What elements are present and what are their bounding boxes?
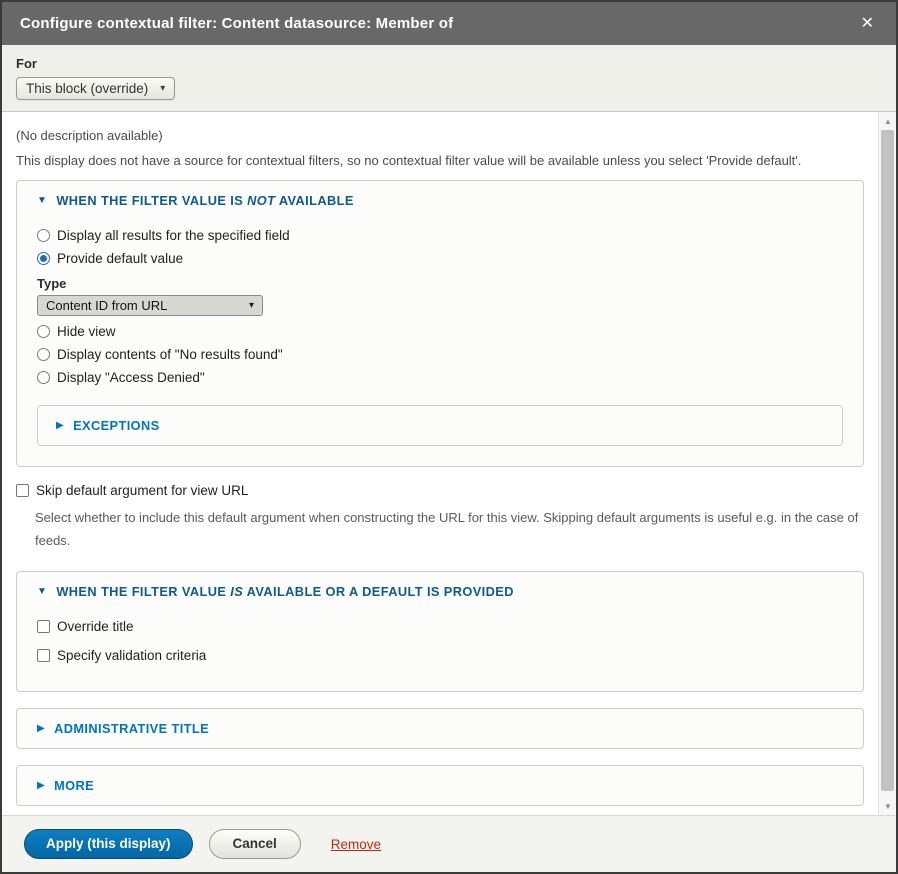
checkbox-skip-default-argument[interactable] bbox=[16, 483, 248, 498]
checkbox-icon bbox=[37, 649, 50, 662]
fieldset-not-available bbox=[16, 180, 864, 467]
type-label: Type bbox=[37, 276, 67, 291]
type-select-value: Content ID from URL bbox=[46, 298, 168, 313]
triangle-right-icon: ▶ bbox=[56, 420, 65, 431]
radio-provide-default-value[interactable] bbox=[37, 251, 183, 266]
checkbox-override-title[interactable] bbox=[37, 619, 134, 634]
fieldset-exceptions bbox=[37, 405, 843, 446]
fieldset-is-available-title: WHEN THE FILTER VALUE IS AVAILABLE OR A DEFAULT IS PROVIDED bbox=[56, 583, 514, 599]
radio-label: Provide default value bbox=[57, 251, 184, 266]
modal-title: Configure contextual filter: Content datasource: Member of bbox=[20, 15, 454, 32]
fieldset-administrative-title-toggle[interactable] bbox=[37, 721, 843, 736]
skip-default-section bbox=[16, 483, 864, 553]
radio-label: Display "Access Denied" bbox=[57, 370, 205, 385]
fieldset-more bbox=[16, 765, 864, 806]
fieldset-exceptions-toggle[interactable] bbox=[56, 418, 824, 433]
checkbox-specify-validation[interactable] bbox=[37, 648, 206, 663]
fieldset-more-toggle[interactable] bbox=[37, 778, 843, 793]
apply-button[interactable]: Apply (this display) bbox=[24, 829, 193, 859]
type-select[interactable] bbox=[37, 295, 263, 316]
for-section bbox=[2, 45, 896, 112]
checkbox-icon bbox=[16, 484, 29, 497]
scroll-up-icon[interactable]: ▲ bbox=[884, 116, 892, 126]
scrollbar-thumb[interactable] bbox=[881, 130, 894, 791]
triangle-down-icon: ▼ bbox=[37, 195, 48, 206]
fieldset-not-available-toggle[interactable] bbox=[37, 193, 843, 208]
fieldset-exceptions-title: EXCEPTIONS bbox=[73, 418, 160, 433]
fieldset-is-available-toggle[interactable] bbox=[37, 584, 843, 599]
radio-label: Display all results for the specified field bbox=[57, 228, 290, 243]
radio-icon bbox=[37, 325, 50, 338]
checkbox-icon bbox=[37, 620, 50, 633]
fieldset-administrative-title-text: ADMINISTRATIVE TITLE bbox=[54, 720, 210, 736]
radio-icon bbox=[37, 252, 50, 265]
close-icon[interactable]: ✕ bbox=[860, 14, 874, 32]
fieldset-administrative-title bbox=[16, 708, 864, 749]
fieldset-is-available bbox=[16, 571, 864, 692]
modal-body bbox=[2, 112, 896, 815]
triangle-right-icon: ▶ bbox=[37, 779, 46, 791]
radio-hide-view[interactable] bbox=[37, 324, 116, 339]
display-source-warning: This display does not have a source for contextual filters, so no contextual filter value will be available unless you select 'Provide default'. bbox=[16, 153, 802, 168]
radio-label: Hide view bbox=[57, 324, 116, 339]
chevron-down-icon: ▾ bbox=[160, 83, 166, 94]
modal-footer bbox=[2, 815, 896, 872]
radio-display-all-results[interactable] bbox=[37, 228, 290, 243]
scroll-down-icon[interactable]: ▼ bbox=[884, 801, 892, 811]
for-display-select[interactable] bbox=[16, 77, 175, 100]
for-label: For bbox=[16, 56, 37, 71]
modal-body-content bbox=[2, 112, 878, 815]
no-description-text: (No description available) bbox=[16, 128, 163, 143]
checkbox-label: Override title bbox=[57, 618, 134, 634]
radio-icon bbox=[37, 348, 50, 361]
fieldset-not-available-title: WHEN THE FILTER VALUE IS NOT AVAILABLE bbox=[56, 193, 354, 208]
fieldset-more-text: MORE bbox=[54, 777, 95, 793]
radio-label: Display contents of "No results found" bbox=[57, 347, 283, 362]
modal-titlebar bbox=[2, 2, 896, 45]
checkbox-label: Specify validation criteria bbox=[57, 647, 207, 663]
checkbox-label: Skip default argument for view URL bbox=[36, 483, 249, 498]
triangle-down-icon: ▼ bbox=[37, 585, 48, 597]
skip-default-description: Select whether to include this default argument when constructing the URL for this view. Skipping default arguments is useful e.g. in the case of feeds. bbox=[35, 510, 859, 549]
radio-display-access-denied[interactable] bbox=[37, 370, 205, 385]
chevron-down-icon: ▾ bbox=[248, 300, 254, 311]
triangle-right-icon: ▶ bbox=[37, 722, 46, 734]
for-select-value: This block (override) bbox=[26, 81, 149, 96]
radio-icon bbox=[37, 229, 50, 242]
radio-icon bbox=[37, 371, 50, 384]
cancel-button[interactable]: Cancel bbox=[209, 829, 301, 859]
remove-link[interactable]: Remove bbox=[330, 836, 382, 852]
vertical-scrollbar[interactable] bbox=[878, 112, 896, 815]
radio-display-no-results[interactable] bbox=[37, 347, 283, 362]
